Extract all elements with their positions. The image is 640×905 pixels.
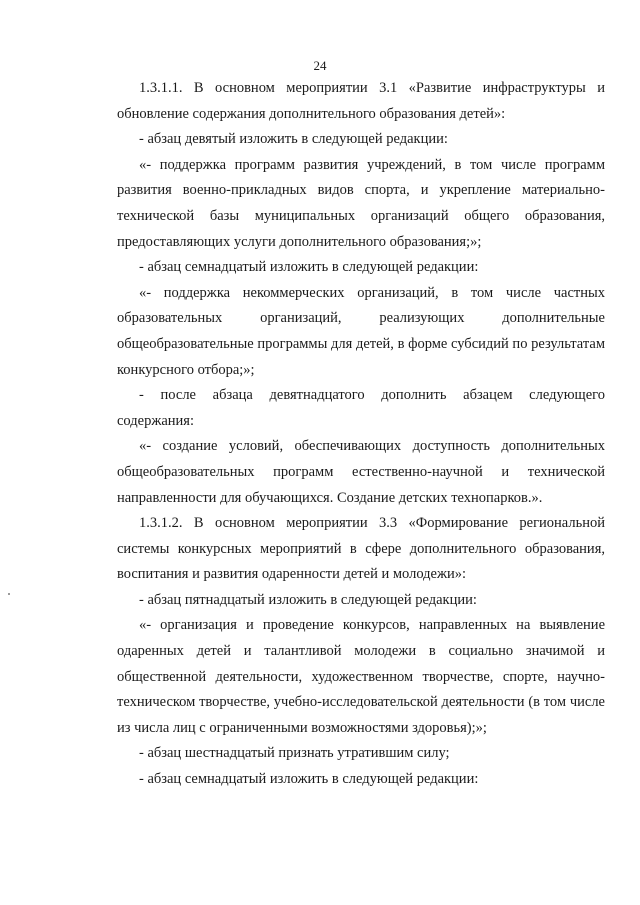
section-heading-1-3-1-1: 1.3.1.1. В основном мероприятии 3.1 «Развитие инфраструктуры и обновление содержания дополнительного образования детей»: [117,80,605,122]
amendment-instruction: - абзац семнадцатый изложить в следующей редакции: [139,259,479,276]
amendment-instruction: - после абзаца девятнадцатого дополнить абзацем следующего содержания: [117,387,605,429]
amendment-quote: «- поддержка некоммерческих организаций, в том числе частных образовательных организаций, реализующих дополнительные общеобразовательные программы для детей, в форме субсидий по результатам конкурсного отбора;»; [117,284,605,378]
amendment-instruction: - абзац шестнадцатый признать утратившим силу; [139,745,450,762]
amendment-instruction: - абзац семнадцатый изложить в следующей редакции: [139,771,479,788]
document-body [117,76,605,793]
amendment-instruction: - абзац пятнадцатый изложить в следующей редакции: [139,591,477,608]
amendment-quote: «- поддержка программ развития учреждений, в том числе программ развития военно-прикладных видов спорта, и укрепление материально-технической базы муниципальных организаций общего образования, предоставляющих услуги дополнительного образования;»; [117,156,605,250]
section-heading-1-3-1-2: 1.3.1.2. В основном мероприятии 3.3 «Формирование региональной системы конкурсных мероприятий в сфере дополнительного образования, воспитания и развития одаренности детей и молодежи»: [117,515,605,583]
amendment-quote: «- создание условий, обеспечивающих доступность дополнительных общеобразовательных программ естественно-научной и технической направленности для обучающихся. Создание детских технопарков.». [117,438,605,506]
amendment-quote: «- организация и проведение конкурсов, направленных на выявление одаренных детей и талантливой молодежи в социально значимой и общественной деятельности, художественном творчестве, спорте, научно-техническом творчестве, учебно-исследовательской деятельности (в том числе из числа лиц с ограниченными возможностями здоровья);»; [117,617,605,736]
scan-speck [8,593,10,595]
amendment-instruction: - абзац девятый изложить в следующей редакции: [139,131,448,148]
page-number: 24 [313,58,327,73]
